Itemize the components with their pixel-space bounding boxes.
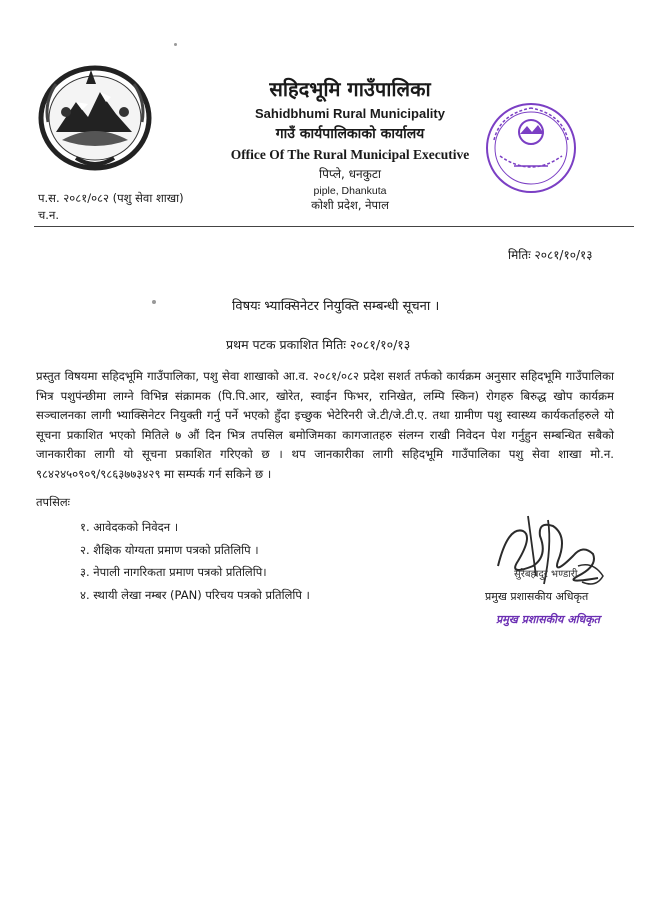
designation-seal: प्रमुख प्रशासकीय अधिकृत [496, 613, 600, 626]
office-name-np: गाउँ कार्यपालिकाको कार्यालय [275, 126, 425, 142]
reference-number: प.स. २०८१/०८२ (पशु सेवा शाखा) [38, 191, 184, 205]
letter-date: मितिः २०८१/१०/१३ [508, 248, 593, 262]
municipality-stamp-icon [480, 100, 582, 196]
location-np: पिप्ले, धनकुटा [318, 167, 381, 181]
subject-line: विषयः भ्याक्सिनेटर नियुक्ति सम्बन्धी सूचना । [232, 299, 440, 314]
list-item: २. शैक्षिक योग्यता प्रमाण पत्रको प्रतिलिपि । [80, 542, 259, 557]
location-en: piple, Dhankuta [313, 185, 387, 197]
reference-block [38, 190, 184, 224]
municipality-name-np: सहिदभूमि गाउँपालिका [269, 77, 431, 101]
office-name-en: Office Of The Rural Municipal Executive [230, 147, 470, 162]
municipality-name-en: Sahidbhumi Rural Municipality [255, 106, 445, 121]
enclosure-label: तपसिलः [36, 495, 70, 509]
notice-body: प्रस्तुत विषयमा सहिदभूमि गाउँपालिका, पशु सेवा शाखाको आ.व. २०८१/०८२ प्रदेश सशर्त तर्फको कार्यक्रम अनुसार सहिदभूमि गाउँपालिका भित्र पशुपंन्छीमा लाग्ने विभिन्न संक्रामक (पि.पि.आर, खोरेत, स्वाईन फिभर, रानिखेत, लम्पि स्किन) रोगहरु बिरुद्ध खोप कार्यक्रम सञ्चालनका लागी भ्याक्सिनेटर नियुक्ती गर्नु पर्ने भएको हुँदा इच्छुक भेटेरिनरी जे.टी/जे.टी.ए. तथा ग्रामीण पशु स्वास्थ्य कार्यकर्ताहरुले यो सूचना प्रकाशित भएको मितिले ७ औं दिन भित्र तपसिल बमोजिमका कागजातहरु संलग्न राखी निवेदन पेश गर्नुहुन सम्बन्धित सबैको जानकारीका लागी यो सूचना प्रकाशित गरिएको छ । थप जानकारीका लागी सहिदभूमि गाउँपालिका पशु सेवा शाखा मो.न. ९८४२४५०९०९/९८६३७७३४२९ मा सम्पर्क गर्न सकिने छ । [36, 369, 614, 481]
list-item: ४. स्थायी लेखा नम्बर (PAN) परिचय पत्रको प्रतिलिपि । [80, 587, 310, 602]
speck [174, 43, 177, 46]
letterhead [200, 76, 500, 213]
province-np: कोशी प्रदेश, नेपाल [311, 198, 389, 212]
signatory-name: सुरेबहादुर भण्डारी [514, 569, 578, 580]
list-item: ३. नेपाली नागरिकता प्रमाण पत्रको प्रतिलिपि। [80, 565, 267, 579]
nepal-emblem-icon [36, 62, 154, 174]
speck [152, 300, 156, 304]
header-divider [34, 226, 634, 227]
list-item: १. आवेदकको निवेदन । [80, 520, 179, 534]
published-date: प्रथम पटक प्रकाशित मितिः २०८१/१०/१३ [226, 337, 411, 352]
signatory-title: प्रमुख प्रशासकीय अधिकृत [485, 590, 589, 603]
dispatch-number: च.न. [38, 208, 59, 222]
enclosure-list [80, 516, 310, 606]
